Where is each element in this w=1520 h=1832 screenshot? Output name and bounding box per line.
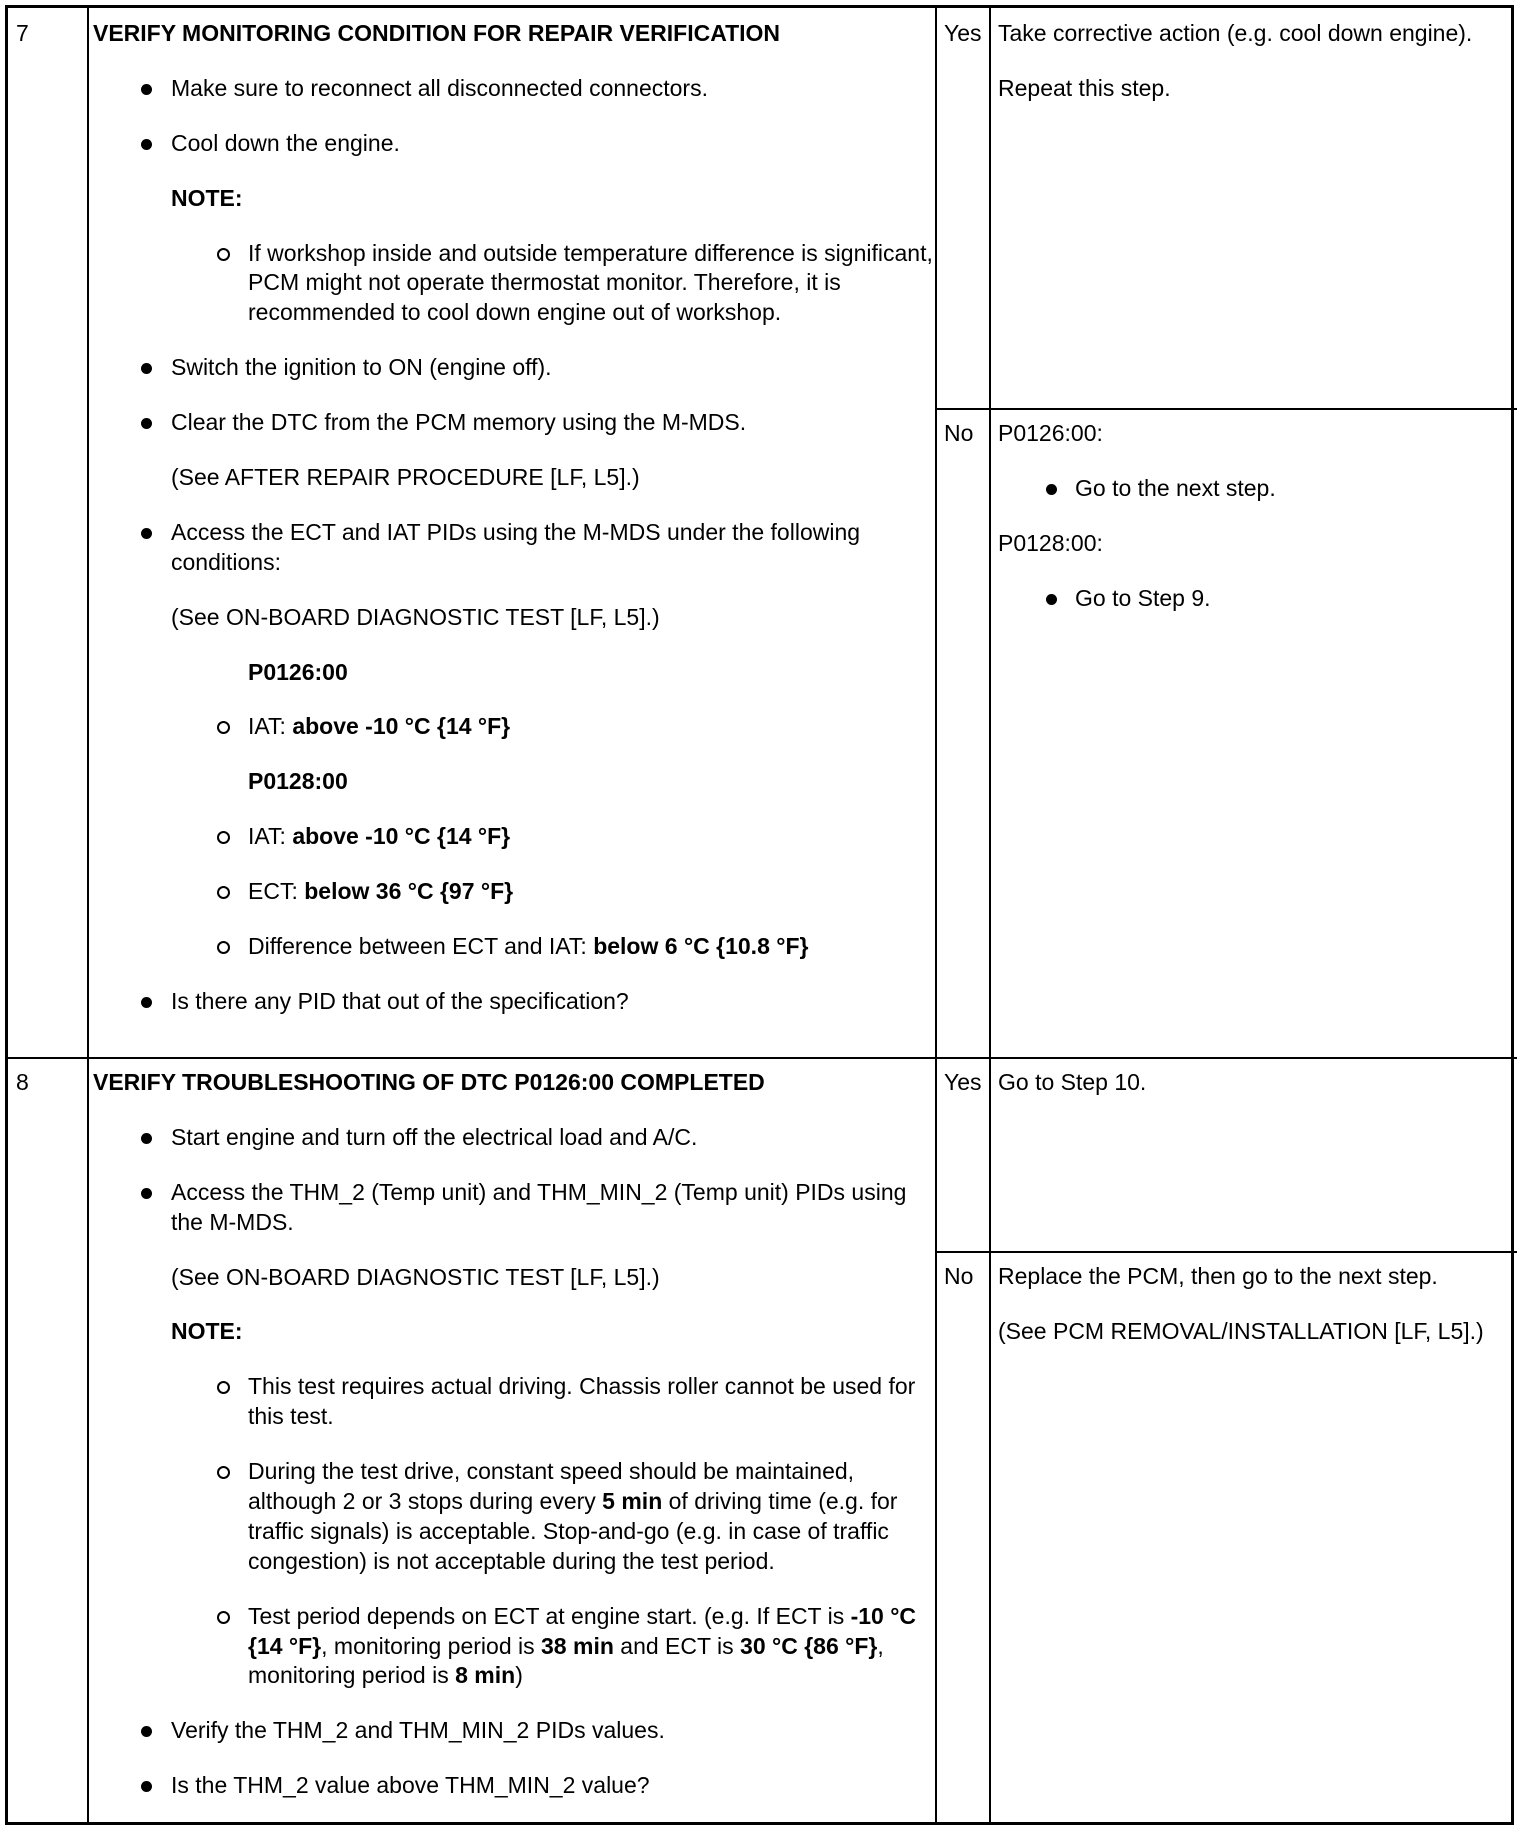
step-7-yes-result: Take corrective action (e.g. cool down engine). Repeat this step. <box>998 20 1473 101</box>
bullet-icon <box>141 139 152 150</box>
col-divider-yesno <box>989 8 991 1822</box>
step-7-number: 7 <box>16 20 29 46</box>
circle-bullet-icon <box>217 1611 230 1624</box>
list-item: Access the THM_2 (Temp unit) and THM_MIN_2 (Temp unit) PIDs using the M-MDS. <box>93 1178 933 1238</box>
bullet-icon <box>141 997 152 1008</box>
step-8-yes-label: Yes <box>944 1069 982 1095</box>
step-7-no-result <box>998 419 1508 614</box>
bullet-icon <box>141 84 152 95</box>
circle-bullet-icon <box>217 248 230 261</box>
list-item: Switch the ignition to ON (engine off). <box>93 353 933 383</box>
step-7-title: VERIFY MONITORING CONDITION FOR REPAIR VERIFICATION <box>93 20 781 46</box>
list-item: Cool down the engine. <box>93 129 933 159</box>
note-label: NOTE: <box>171 184 243 211</box>
bullet-icon <box>141 1188 152 1199</box>
diagnostic-table <box>5 5 1514 1825</box>
step-8-content <box>93 1068 933 1801</box>
bullet-icon <box>141 418 152 429</box>
list-item: Access the ECT and IAT PIDs using the M-MDS under the following conditions: <box>93 518 933 578</box>
note-item: During the test drive, constant speed should be maintained, although 2 or 3 stops during every 5 min of driving time (e.g. for traffic signals) is acceptable. Stop-and-go (e.g. in case of traffic congestion) is not acceptable during the test period. <box>93 1457 933 1577</box>
list-item: Go to Step 9. <box>998 584 1508 614</box>
step-8-title: VERIFY TROUBLESHOOTING OF DTC P0126:00 COMPLETED <box>93 1069 765 1095</box>
list-item: Start engine and turn off the electrical load and A/C. <box>93 1123 933 1153</box>
reference-text: (See ON-BOARD DIAGNOSTIC TEST [LF, L5].) <box>171 1263 660 1290</box>
dtc-code: P0128:00 <box>248 768 348 795</box>
bullet-icon <box>1046 484 1057 495</box>
list-item: Verify the THM_2 and THM_MIN_2 PIDs values. <box>93 1716 933 1746</box>
row-divider-step8-yes-no <box>937 1251 1517 1253</box>
step-7-yes-label: Yes <box>944 20 982 46</box>
bullet-icon <box>1046 594 1057 605</box>
reference-text: (See ON-BOARD DIAGNOSTIC TEST [LF, L5].) <box>171 603 660 630</box>
circle-bullet-icon <box>217 831 230 844</box>
list-item: Is the THM_2 value above THM_MIN_2 value? <box>93 1771 933 1801</box>
step-8-no-label: No <box>944 1263 974 1289</box>
circle-bullet-icon <box>217 721 230 734</box>
list-item: Is there any PID that out of the specification? <box>93 987 933 1017</box>
note-item: Test period depends on ECT at engine start. (e.g. If ECT is -10 °C {14 °F}, monitoring period is 38 min and ECT is 30 °C {86 °F}, monitoring period is 8 min) <box>93 1602 933 1692</box>
row-divider-step7-yes-no <box>937 408 1517 410</box>
bullet-icon <box>141 528 152 539</box>
dtc-code: P0126:00 <box>248 658 348 685</box>
condition-item: Difference between ECT and IAT: below 6 °C {10.8 °F} <box>93 932 933 962</box>
bullet-icon <box>141 1781 152 1792</box>
reference-text: (See AFTER REPAIR PROCEDURE [LF, L5].) <box>171 464 640 491</box>
dtc-code: P0128:00: <box>998 529 1103 556</box>
note-label: NOTE: <box>171 1318 243 1345</box>
bullet-icon <box>141 363 152 374</box>
list-item: Clear the DTC from the PCM memory using the M-MDS. <box>93 408 933 438</box>
note-item: This test requires actual driving. Chassis roller cannot be used for this test. <box>93 1372 933 1432</box>
list-item: Go to the next step. <box>998 474 1508 504</box>
step-7-content <box>93 19 933 1017</box>
note-item: If workshop inside and outside temperature difference is significant, PCM might not operate thermostat monitor. Therefore, it is recommended to cool down engine out of workshop. <box>93 239 933 329</box>
bullet-icon <box>141 1133 152 1144</box>
col-divider-content <box>935 8 937 1822</box>
condition-item: ECT: below 36 °C {97 °F} <box>93 877 933 907</box>
row-divider-step7-step8 <box>8 1057 1517 1059</box>
col-divider-step <box>87 8 89 1822</box>
dtc-code: P0126:00: <box>998 420 1103 446</box>
circle-bullet-icon <box>217 1381 230 1394</box>
circle-bullet-icon <box>217 886 230 899</box>
step-8-yes-result: Go to Step 10. <box>998 1069 1147 1095</box>
bullet-icon <box>141 1726 152 1737</box>
list-item: Make sure to reconnect all disconnected connectors. <box>93 74 933 104</box>
condition-item: IAT: above -10 °C {14 °F} <box>93 822 933 852</box>
step-8-number: 8 <box>16 1069 29 1095</box>
circle-bullet-icon <box>217 941 230 954</box>
step-8-no-result: Replace the PCM, then go to the next step. (See PCM REMOVAL/INSTALLATION [LF, L5].) <box>998 1263 1484 1344</box>
step-7-no-label: No <box>944 420 974 446</box>
condition-item: IAT: above -10 °C {14 °F} <box>93 712 933 742</box>
circle-bullet-icon <box>217 1466 230 1479</box>
